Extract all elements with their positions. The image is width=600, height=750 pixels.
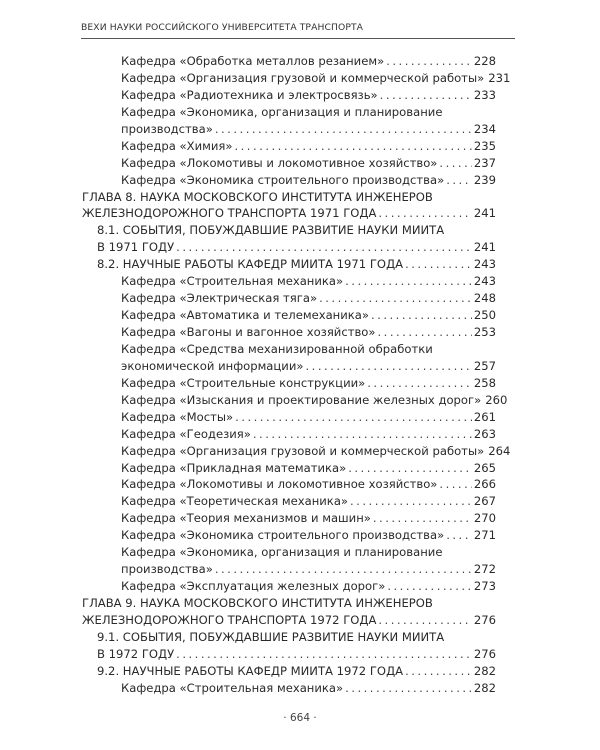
toc-entry-title: ГЛАВА 8. НАУКА МОСКОВСКОГО ИНСТИТУТА ИНЖЕНЕРОВ — [82, 189, 433, 204]
toc-entry-title: Кафедра «Строительная механика» — [121, 274, 344, 289]
dot-leader — [176, 239, 472, 256]
toc-entry[interactable] — [0, 510, 600, 527]
toc-entry[interactable] — [0, 680, 600, 697]
toc-entry-title: Кафедра «Экономика строительного производства» — [121, 172, 445, 187]
toc-entry-page: 234 — [473, 121, 496, 136]
toc-entry[interactable] — [0, 426, 600, 443]
toc-entry-title: Кафедра «Геодезия» — [121, 426, 251, 441]
toc-entry-page: 261 — [473, 409, 496, 424]
toc-entry-title: Кафедра «Локомотивы и локомотивное хозяйство» — [121, 155, 438, 170]
toc-entry[interactable] — [0, 476, 600, 493]
dot-leader — [405, 663, 472, 680]
toc-entry-title: Кафедра «Экономика, организация и планирование — [121, 545, 443, 560]
toc-entry-page: 267 — [473, 494, 496, 509]
toc-entry[interactable] — [0, 273, 600, 290]
toc-entry-page: 233 — [473, 87, 496, 102]
toc-entry-page: 243 — [473, 274, 496, 289]
toc-entry-title: ЖЕЛЕЗНОДОРОЖНОГО ТРАНСПОРТА 1972 ГОДА — [82, 612, 377, 627]
dot-leader — [387, 578, 472, 595]
toc-entry-title: 8.1. СОБЫТИЯ, ПОБУЖДАВШИЕ РАЗВИТИЕ НАУКИ МИИТА — [97, 223, 445, 238]
toc-entry-page: 270 — [473, 511, 496, 526]
dot-leader — [446, 172, 472, 189]
toc-entry-title: производства» — [121, 562, 213, 577]
toc-entry-page: 243 — [473, 257, 496, 272]
toc-entry-page: 264 — [488, 443, 511, 458]
dot-leader — [373, 510, 472, 527]
toc-entry-title: 9.2. НАУЧНЫЕ РАБОТЫ КАФЕДР МИИТА 1972 ГОДА — [97, 663, 404, 678]
toc-entry-page: 266 — [473, 477, 496, 492]
dot-leader — [234, 138, 471, 155]
dot-leader — [367, 375, 472, 392]
toc-entry-title: 9.1. СОБЫТИЯ, ПОБУЖДАВШИЕ РАЗВИТИЕ НАУКИ МИИТА — [97, 629, 445, 644]
toc-entry-page: 257 — [473, 358, 496, 373]
toc-entry-title: Кафедра «Строительная механика» — [121, 680, 344, 695]
header-rule — [81, 38, 515, 39]
toc-entry-page: 272 — [473, 562, 496, 577]
toc-entry-title: Кафедра «Химия» — [121, 138, 233, 153]
dot-leader — [345, 680, 472, 697]
dot-leader — [378, 612, 471, 629]
toc-entry-page: 228 — [473, 54, 496, 68]
toc-entry[interactable] — [0, 155, 600, 172]
toc-entry-page: 250 — [473, 308, 496, 323]
toc-entry-title: Кафедра «Вагоны и вагонное хозяйство» — [121, 325, 376, 339]
toc-entry-title: Кафедра «Экономика, организация и планирование — [121, 104, 443, 119]
toc-entry-title: Кафедра «Средства механизированной обработки — [121, 341, 433, 356]
toc-entry[interactable] — [0, 392, 600, 409]
dot-leader — [215, 121, 472, 138]
toc-entry-title: 8.2. НАУЧНЫЕ РАБОТЫ КАФЕДР МИИТА 1971 ГОДА — [97, 257, 404, 272]
page-number: · 664 · — [283, 712, 317, 724]
toc-entry[interactable] — [0, 460, 600, 477]
toc-entry-page: 241 — [473, 240, 496, 255]
dot-leader — [439, 476, 471, 493]
toc-entry[interactable] — [0, 307, 600, 324]
toc-entry[interactable] — [0, 87, 600, 104]
dot-leader — [305, 358, 471, 375]
toc-entry-page: 241 — [473, 206, 496, 221]
dot-leader — [345, 273, 472, 290]
toc-entry-title: Кафедра «Экономика строительного производства» — [121, 528, 445, 543]
toc-entry-page: 253 — [473, 325, 496, 339]
toc-entry-page: 276 — [473, 612, 496, 627]
toc-entry[interactable] — [0, 256, 600, 273]
table-of-contents — [0, 53, 600, 697]
toc-entry[interactable] — [0, 341, 600, 375]
toc-entry[interactable] — [0, 493, 600, 510]
toc-entry[interactable] — [0, 290, 600, 307]
toc-entry-page: 273 — [473, 579, 496, 594]
toc-entry-title: Кафедра «Теория механизмов и машин» — [121, 511, 371, 526]
dot-leader — [253, 426, 472, 443]
toc-entry-title: ЖЕЛЕЗНОДОРОЖНОГО ТРАНСПОРТА 1971 ГОДА — [82, 206, 377, 221]
toc-entry-title: Кафедра «Обработка металлов резанием» — [121, 54, 385, 68]
toc-entry[interactable] — [0, 138, 600, 155]
toc-entry-title: Кафедра «Эксплуатация железных дорог» — [121, 579, 386, 594]
toc-entry[interactable] — [0, 409, 600, 426]
toc-entry-page: 260 — [485, 392, 508, 407]
toc-entry-title: экономической информации» — [121, 358, 304, 373]
toc-entry-title: Кафедра «Организация грузовой и коммерческой работы» — [121, 70, 485, 85]
toc-entry-title: ГЛАВА 9. НАУКА МОСКОВСКОГО ИНСТИТУТА ИНЖЕНЕРОВ — [82, 596, 433, 610]
toc-entry-title: Кафедра «Мосты» — [121, 409, 234, 424]
dot-leader — [350, 493, 472, 510]
toc-entry-page: 231 — [488, 70, 511, 85]
toc-entry[interactable] — [0, 104, 600, 138]
toc-entry[interactable] — [0, 222, 600, 256]
dot-leader — [405, 256, 472, 273]
dot-leader — [176, 646, 472, 663]
dot-leader — [215, 561, 472, 578]
toc-entry-page: 282 — [473, 680, 496, 695]
dot-leader — [386, 53, 472, 70]
dot-leader — [380, 87, 472, 104]
dot-leader — [371, 307, 472, 324]
running-header: ВЕХИ НАУКИ РОССИЙСКОГО УНИВЕРСИТЕТА ТРАНСПОРТА — [81, 22, 364, 33]
toc-entry-page: 258 — [473, 375, 496, 390]
toc-entry-page: 263 — [473, 426, 496, 441]
toc-entry-title: Кафедра «Организация грузовой и коммерческой работы» — [121, 443, 485, 458]
dot-leader — [235, 409, 472, 426]
dot-leader — [348, 460, 472, 477]
toc-entry[interactable] — [0, 527, 600, 544]
dot-leader — [319, 290, 472, 307]
toc-entry[interactable] — [0, 629, 600, 663]
dot-leader — [378, 324, 472, 341]
toc-entry-title: производства» — [121, 121, 213, 136]
toc-entry-title: Кафедра «Теоретическая механика» — [121, 494, 349, 509]
dot-leader — [439, 155, 471, 172]
dot-leader — [378, 205, 471, 222]
toc-entry-title: Кафедра «Радиотехника и электросвязь» — [121, 87, 378, 102]
toc-entry-page: 276 — [473, 646, 496, 661]
dot-leader — [446, 527, 472, 544]
toc-entry-page: 265 — [473, 460, 496, 475]
toc-entry-page: 282 — [473, 663, 496, 678]
toc-entry-page: 271 — [473, 528, 496, 543]
toc-entry-title: В 1972 ГОДУ — [97, 646, 175, 661]
toc-entry-title: Кафедра «Электрическая тяга» — [121, 291, 318, 306]
toc-entry-title: Кафедра «Изыскания и проектирование железных дорог» — [121, 392, 482, 407]
toc-entry[interactable] — [0, 578, 600, 595]
toc-entry-title: Кафедра «Строительные конструкции» — [121, 375, 366, 390]
toc-entry-title: Кафедра «Прикладная математика» — [121, 460, 347, 475]
toc-entry-title: В 1971 ГОДУ — [97, 240, 175, 255]
toc-entry-title: Кафедра «Локомотивы и локомотивное хозяйство» — [121, 477, 438, 492]
toc-entry[interactable] — [0, 172, 600, 189]
toc-entry[interactable] — [0, 443, 600, 460]
toc-entry-page: 235 — [473, 138, 496, 153]
toc-entry[interactable] — [0, 70, 600, 87]
toc-entry-page: 239 — [473, 172, 496, 187]
toc-entry[interactable] — [0, 53, 600, 70]
toc-entry[interactable] — [0, 544, 600, 578]
toc-entry-title: Кафедра «Автоматика и телемеханика» — [121, 308, 369, 323]
toc-entry[interactable] — [0, 595, 600, 629]
toc-entry[interactable] — [0, 189, 600, 223]
toc-entry-page: 248 — [473, 291, 496, 306]
toc-entry[interactable] — [0, 375, 600, 392]
toc-entry[interactable] — [0, 324, 600, 341]
toc-entry-page: 237 — [473, 155, 496, 170]
toc-entry[interactable] — [0, 663, 600, 680]
